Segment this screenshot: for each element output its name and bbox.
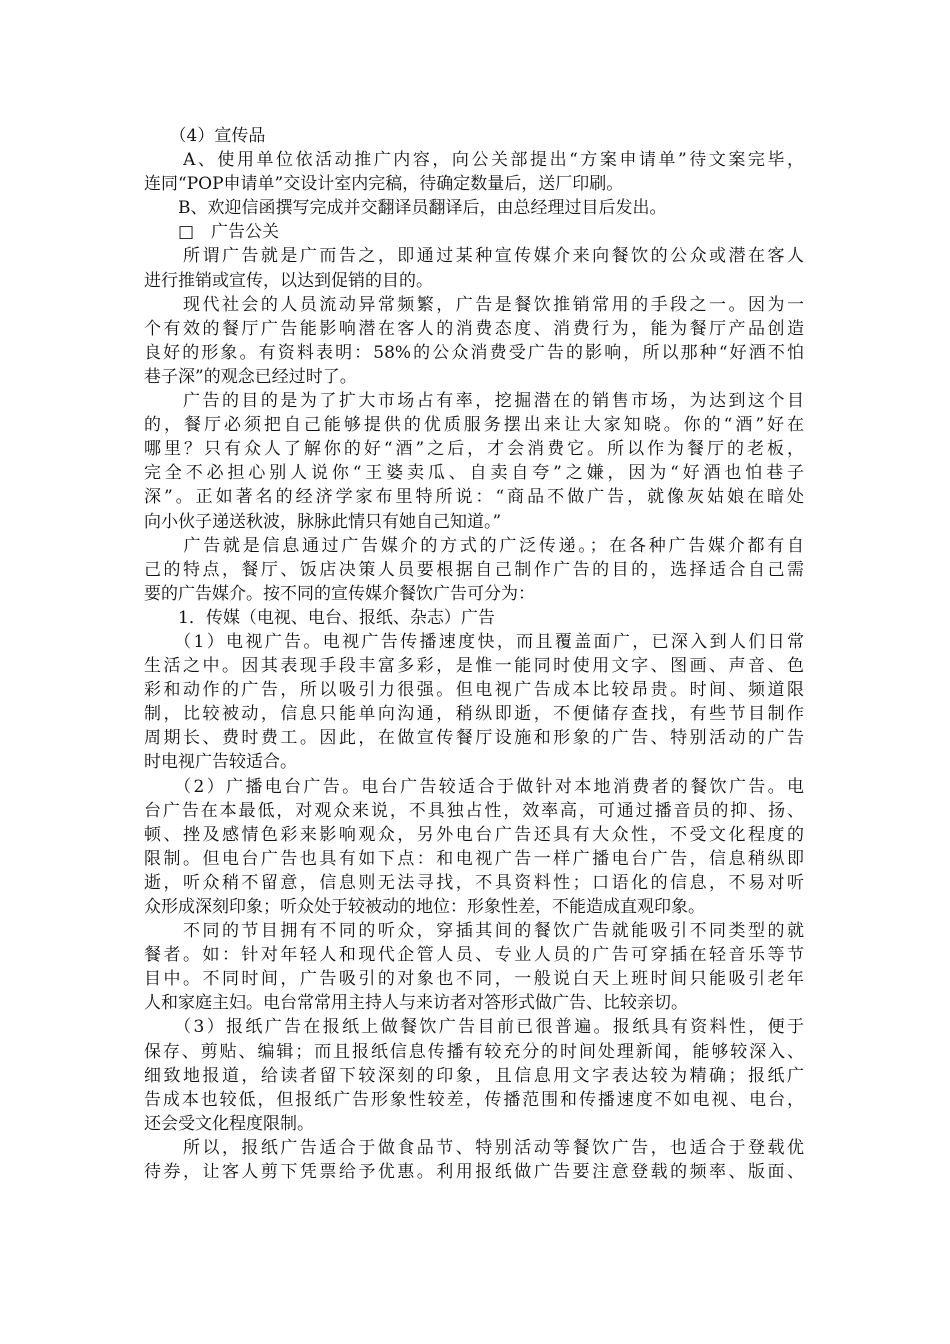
text-line: 1．传媒（电视、电台、报纸、杂志）广告 bbox=[144, 607, 495, 628]
text-line: 目中。不同时间，广告吸引的对象也不同，一般说白天上班时间只能吸引老年 bbox=[144, 969, 804, 990]
text-line: 制，比较被动，信息只能单向沟通，稍纵即逝，不便储存查找，有些节目制作 bbox=[144, 704, 804, 725]
text-line: （3）报纸广告在报纸上做餐饮广告目前已很普遍。报纸具有资料性，便于 bbox=[144, 1017, 804, 1038]
text-line: 还会受文化程度限制。 bbox=[144, 1113, 314, 1134]
text-line: 要的广告媒介。按不同的宣传媒介餐饮广告可分为： bbox=[144, 583, 535, 604]
text-line: （1）电视广告。电视广告传播速度快，而且覆盖面广，已深入到人们日常 bbox=[144, 631, 804, 652]
document-body bbox=[144, 124, 804, 1184]
text-line: 保存、剪贴、编辑；而且报纸信息传播有较充分的时间处理新闻，能够较深入、 bbox=[144, 1041, 804, 1062]
text-line: 不同的节目拥有不同的听众，穿插其间的餐饮广告就能吸引不同类型的就 bbox=[144, 921, 804, 942]
text-line: 所谓广告就是广而告之，即通过某种宣传媒介来向餐饮的公众或潜在客人 bbox=[144, 246, 804, 267]
text-line: 所以，报纸广告适合于做食品节、特别活动等餐饮广告，也适合于登载优 bbox=[144, 1137, 804, 1158]
text-line: 人和家庭主妇。电台常常用主持人与来访者对答形式做广告、比较亲切。 bbox=[144, 993, 688, 1014]
text-line: 周期长、费时费工。因此，在做宣传餐厅设施和形象的广告、特别活动的广告 bbox=[144, 728, 804, 749]
text-line: 彩和动作的广告，所以吸引力很强。但电视广告成本比较昂贵。时间、频道限 bbox=[144, 680, 804, 701]
text-line: 时电视广告较适合。 bbox=[144, 752, 297, 773]
text-line: 向小伙子递送秋波，脉脉此情只有她自己知道。” bbox=[144, 511, 502, 532]
text-line: 餐者。如：针对年轻人和现代企管人员、专业人员的广告可穿插在轻音乐等节 bbox=[144, 945, 804, 966]
text-line: 细致地报道，给读者留下较深刻的印象，且信息用文字表达较为精确；报纸广 bbox=[144, 1065, 804, 1086]
text-line: □ 广告公关 bbox=[144, 222, 280, 243]
text-line: A、使用单位依活动推广内容，向公关部提出“方案申请单”待文案完毕， bbox=[144, 150, 804, 171]
text-line: 生活之中。因其表现手段丰富多彩，是惟一能同时使用文字、图画、声音、色 bbox=[144, 656, 804, 677]
text-line: （4）宣传品 bbox=[144, 126, 266, 146]
text-line: 个有效的餐厅广告能影响潜在客人的消费态度、消费行为，能为餐厅产品创造 bbox=[144, 318, 804, 339]
text-line: 连同“POP申请单”交设计室内完稿，待确定数量后，送厂印刷。 bbox=[144, 174, 624, 195]
text-line: 逝，听众稍不留意，信息则无法寻找，不具资料性；口语化的信息，不易对听 bbox=[144, 872, 804, 893]
text-line: 的，餐厅必须把自己能够提供的优质服务摆出来让大家知晓。你的“酒”好在 bbox=[144, 415, 804, 436]
text-line: 告成本也较低，但报纸广告形象性较差，传播范围和传播速度不如电视、电台， bbox=[144, 1089, 804, 1110]
text-line: 良好的形象。有资料表明：58%的公众消费受广告的影响，所以那种“好酒不怕 bbox=[144, 342, 804, 363]
text-line: 现代社会的人员流动异常频繁，广告是餐饮推销常用的手段之一。因为一 bbox=[144, 294, 804, 315]
text-line: 进行推销或宣传，以达到促销的目的。 bbox=[144, 270, 433, 291]
text-line: 限制。但电台广告也具有如下点：和电视广告一样广播电台广告，信息稍纵即 bbox=[144, 848, 804, 869]
text-line: 广告就是信息通过广告媒介的方式的广泛传递。；在各种广告媒介都有自 bbox=[144, 535, 804, 556]
text-line: 待券，让客人剪下凭票给予优惠。利用报纸做广告要注意登载的频率、版面、 bbox=[144, 1162, 804, 1183]
text-line: 顿、挫及感情色彩来影响观众，另外电台广告还具有大众性，不受文化程度的 bbox=[144, 824, 804, 845]
text-line: B、欢迎信函撰写完成并交翻译员翻译后，由总经理过目后发出。 bbox=[144, 198, 667, 219]
text-line: 哪里？只有众人了解你的好“酒”之后，才会消费它。所以作为餐厅的老板， bbox=[144, 439, 804, 460]
text-line: 己的特点，餐厅、饭店决策人员要根据自己制作广告的目的，选择适合自己需 bbox=[144, 559, 804, 580]
text-line: 深”。正如著名的经济学家布里特所说：“商品不做广告，就像灰姑娘在暗处 bbox=[144, 487, 804, 508]
text-line: 台广告在本最低，对观众来说，不具独占性，效率高，可通过播音员的抑、扬、 bbox=[144, 800, 804, 821]
text-line: （2）广播电台广告。电台广告较适合于做针对本地消费者的餐饮广告。电 bbox=[144, 776, 804, 797]
text-line: 完全不必担心别人说你“王婆卖瓜、自卖自夸”之嫌，因为“好酒也怕巷子 bbox=[144, 463, 804, 484]
text-line: 众形成深刻印象；听众处于较被动的地位：形象性差，不能造成直观印象。 bbox=[144, 897, 705, 917]
text-line: 巷子深”的观念已经过时了。 bbox=[144, 366, 357, 387]
text-line: 广告的目的是为了扩大市场占有率，挖掘潜在的销售市场，为达到这个目 bbox=[144, 391, 804, 412]
